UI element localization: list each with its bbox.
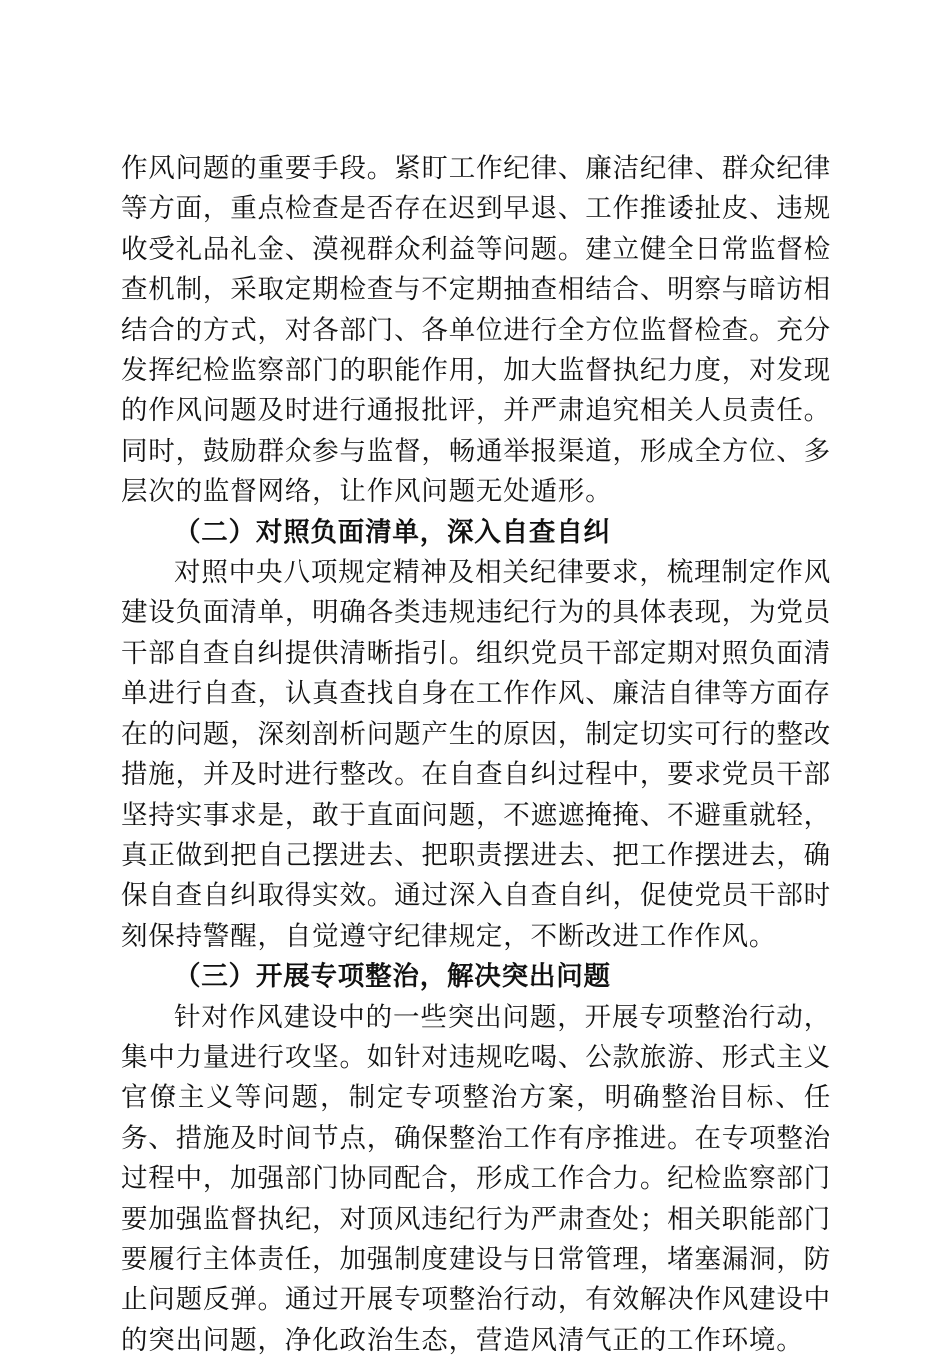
paragraph-section-2: 对照中央八项规定精神及相关纪律要求，梳理制定作风建设负面清单，明确各类违规违纪行为的具体表现，为党员干部自查自纠提供清晰指引。组织党员干部定期对照负面清单进行自查，认真查找自身在工作作风、廉洁自律等方面存在的问题，深刻剖析问题产生的原因，制定切实可行的整改措施，并及时进行整改。在自查自纠过程中，要求党员干部坚持实事求是，敢于直面问题，不遮遮掩掩、不避重就轻，真正做到把自己摆进去、把职责摆进去、把工作摆进去，确保自查自纠取得实效。通过深入自查自纠，促使党员干部时刻保持警醒，自觉遵守纪律规定，不断改进工作作风。 (121, 557, 831, 952)
section-heading-2: （二）对照负面清单，深入自查自纠 (174, 516, 611, 548)
paragraph-continued: 作风问题的重要手段。紧盯工作纪律、廉洁纪律、群众纪律等方面，重点检查是否存在迟到早退、工作推诿扯皮、违规收受礼品礼金、漠视群众利益等问题。建立健全日常监督检查机制，采取定期检查与不定期抽查相结合、明察与暗访相结合的方式，对各部门、各单位进行全方位监督检查。充分发挥纪检监察部门的职能作用，加大监督执纪力度，对发现的作风问题及时进行通报批评，并严肃追究相关人员责任。同时，鼓励群众参与监督，畅通举报渠道，形成全方位、多层次的监督网络，让作风问题无处遁形。 (121, 153, 831, 508)
document-body (121, 149, 831, 1361)
paragraph-section-3: 针对作风建设中的一些突出问题，开展专项整治行动，集中力量进行攻坚。如针对违规吃喝、公款旅游、形式主义官僚主义等问题，制定专项整治方案，明确整治目标、任务、措施及时间节点，确保整治工作有序推进。在专项整治过程中，加强部门协同配合，形成工作合力。纪检监察部门要加强监督执纪，对顶风违纪行为严肃查处；相关职能部门要履行主体责任，加强制度建设与日常管理，堵塞漏洞，防止问题反弹。通过开展专项整治行动，有效解决作风建设中的突出问题，净化政治生态，营造风清气正的工作环境。 (121, 1001, 831, 1356)
section-heading-3: （三）开展专项整治，解决突出问题 (174, 961, 611, 993)
